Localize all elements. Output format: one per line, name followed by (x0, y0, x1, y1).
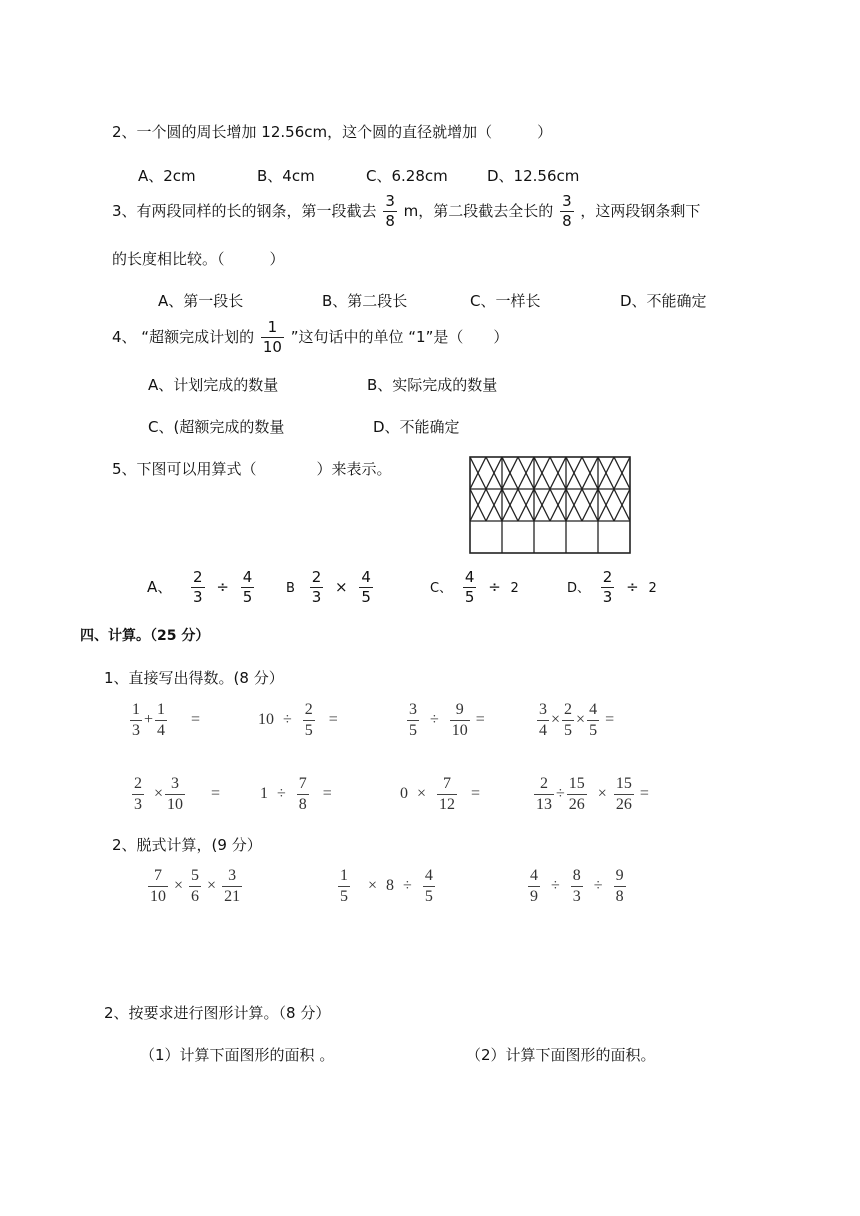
equals: = (471, 785, 481, 803)
operator: × (551, 711, 561, 729)
q2-option-b: B、4cm (257, 167, 315, 185)
numerator: 1 (132, 701, 140, 718)
fraction (562, 702, 574, 739)
fraction (297, 776, 309, 813)
operator: × (597, 785, 607, 803)
fraction (528, 868, 540, 905)
fraction (189, 868, 201, 905)
q4-option-b: B、实际完成的数量 (367, 376, 498, 394)
operator: × (576, 711, 586, 729)
q4-post: ”这句话中的单位 “1”是（ ） (290, 328, 509, 346)
denominator: 3 (311, 588, 322, 606)
number: 0 (400, 785, 408, 803)
operator: × (207, 877, 217, 895)
fraction (614, 776, 634, 813)
number: 2 (510, 581, 519, 596)
numerator: 2 (311, 568, 322, 586)
operator: ÷ (283, 711, 292, 729)
denominator: 5 (340, 888, 348, 905)
operator: ÷ (556, 785, 565, 803)
numerator: 2 (564, 701, 573, 718)
numerator: 4 (530, 867, 538, 884)
option-label: C、 (430, 581, 453, 596)
calc-r1-e4 (535, 702, 614, 739)
operator: × (154, 785, 164, 803)
denominator: 5 (361, 588, 371, 606)
question-3-line1 (112, 194, 700, 229)
question-3-line2: 的长度相比较。（ ） (112, 250, 285, 268)
q5-option-d (567, 570, 657, 605)
equals: = (322, 785, 332, 803)
calc-r1-e1 (128, 702, 200, 739)
operator: ÷ (216, 578, 229, 596)
equals: = (211, 785, 221, 803)
numerator: 3 (539, 701, 547, 718)
denominator: 5 (409, 722, 417, 739)
calc-r1-e3 (405, 702, 485, 739)
numerator: 3 (171, 775, 180, 792)
option-label: B (286, 581, 295, 596)
q3-option-c: C、一样长 (470, 292, 541, 310)
numerator: 3 (385, 192, 395, 210)
fraction (130, 702, 142, 739)
option-label: A、 (147, 578, 173, 596)
q3-option-b: B、第二段长 (322, 292, 408, 310)
fraction (437, 776, 457, 813)
denominator: 5 (304, 722, 313, 739)
numerator: 2 (193, 568, 203, 586)
operator: × (368, 877, 378, 895)
denominator: 10 (262, 338, 282, 356)
part-3-sub-2: （2）计算下面图形的面积。 (466, 1046, 656, 1064)
denominator: 3 (572, 888, 581, 905)
q4-fraction (261, 320, 284, 355)
q4-pre: 4、 “超额完成计划的 (112, 328, 255, 346)
denominator: 13 (536, 796, 552, 813)
fraction (450, 702, 470, 739)
q3-post: ，这两段钢条剩下 (580, 202, 701, 220)
denominator: 5 (424, 888, 433, 905)
operator: ÷ (551, 877, 560, 895)
fraction (463, 570, 477, 605)
fraction (222, 868, 242, 905)
fraction (423, 868, 435, 905)
q4-option-d: D、不能确定 (373, 418, 460, 436)
numerator: 1 (157, 701, 166, 718)
calc-r2-e4 (532, 776, 649, 813)
operator: ÷ (626, 578, 639, 596)
q2-option-d: D、12.56cm (487, 167, 580, 185)
q5-option-a (147, 570, 256, 605)
equals: = (605, 711, 615, 729)
fraction (155, 702, 167, 739)
denominator: 3 (602, 588, 613, 606)
denominator: 21 (224, 888, 241, 905)
operator: × (417, 785, 427, 803)
q3-fraction-2 (560, 194, 574, 229)
numerator: 15 (568, 775, 585, 792)
numerator: 4 (242, 568, 253, 586)
denominator: 5 (242, 588, 253, 606)
fraction (148, 868, 168, 905)
operator: × (335, 578, 348, 596)
denominator: 26 (568, 796, 585, 813)
stepwise-e1 (146, 868, 244, 905)
denominator: 3 (134, 796, 142, 813)
stepwise-e2 (336, 868, 437, 905)
denominator: 3 (193, 588, 203, 606)
part-2-title: 2、脱式计算，(9 分） (112, 836, 262, 854)
q3-pre: 3、有两段同样的长的钢条，第一段截去 (112, 202, 377, 220)
numerator: 9 (615, 867, 624, 884)
equals: = (639, 785, 649, 803)
denominator: 6 (191, 888, 200, 905)
calc-r1-e2 (258, 702, 338, 739)
numerator: 2 (134, 775, 142, 792)
numerator: 7 (443, 775, 452, 792)
operator: ÷ (430, 711, 439, 729)
denominator: 12 (439, 796, 456, 813)
numerator: 9 (455, 701, 464, 718)
numerator: 2 (540, 775, 548, 792)
numerator: 4 (424, 867, 433, 884)
fraction (567, 776, 587, 813)
numerator: 15 (615, 775, 632, 792)
denominator: 4 (539, 722, 547, 739)
fraction-grid-figure (468, 455, 634, 555)
q5-option-c (430, 570, 519, 605)
denominator: 8 (562, 212, 572, 230)
numerator: 3 (409, 701, 417, 718)
fraction (587, 702, 599, 739)
numerator: 7 (298, 775, 307, 792)
numerator: 3 (562, 192, 572, 210)
numerator: 3 (228, 867, 237, 884)
q5-option-b (286, 570, 375, 605)
fraction (310, 570, 324, 605)
section-4-title: 四、计算。（25 分） (80, 628, 210, 644)
denominator: 9 (530, 888, 538, 905)
numerator: 1 (267, 318, 278, 336)
calc-r2-e2 (260, 776, 332, 813)
numerator: 8 (572, 867, 581, 884)
fraction (191, 570, 205, 605)
q3-mid: m，第二段截去全长的 (403, 202, 554, 220)
fraction (571, 868, 583, 905)
q4-option-a: A、计划完成的数量 (148, 376, 279, 394)
q2-option-c: C、6.28cm (366, 167, 448, 185)
denominator: 10 (150, 888, 166, 905)
option-label: D、 (567, 581, 591, 596)
q2-option-a: A、2cm (138, 167, 196, 185)
operator: ÷ (593, 877, 603, 895)
numerator: 2 (602, 568, 613, 586)
denominator: 4 (157, 722, 166, 739)
numerator: 5 (191, 867, 200, 884)
part-3-title: 2、按要求进行图形计算。（8 分） (104, 1004, 331, 1022)
denominator: 8 (298, 796, 307, 813)
part-3-sub-1: （1）计算下面图形的面积 。 (140, 1046, 335, 1064)
numerator: 1 (340, 867, 348, 884)
q3-option-a: A、第一段长 (158, 292, 244, 310)
denominator: 10 (167, 796, 184, 813)
numerator: 7 (154, 867, 162, 884)
question-2-text: 2、一个圆的周长增加 12.56cm，这个圆的直径就增加（ ） (112, 123, 553, 141)
operator: × (174, 877, 184, 895)
denominator: 5 (464, 588, 475, 606)
operator: + (144, 711, 154, 729)
operator: ÷ (277, 785, 286, 803)
fraction (241, 570, 255, 605)
denominator: 10 (451, 722, 468, 739)
fraction (303, 702, 315, 739)
operator: ÷ (403, 877, 412, 895)
denominator: 5 (589, 722, 598, 739)
calc-r2-e3 (400, 776, 480, 813)
stepwise-e3 (526, 868, 628, 905)
numerator: 4 (464, 568, 475, 586)
denominator: 5 (564, 722, 573, 739)
number: 1 (260, 785, 268, 803)
fraction (601, 570, 615, 605)
fraction (338, 868, 350, 905)
equals: = (328, 711, 338, 729)
fraction (165, 776, 185, 813)
part-1-title: 1、直接写出得数。(8 分） (104, 669, 284, 687)
fraction (359, 570, 373, 605)
question-5-text: 5、下图可以用算式（ ）来表示。 (112, 460, 392, 478)
denominator: 8 (615, 888, 624, 905)
fraction (537, 702, 549, 739)
fraction (614, 868, 626, 905)
numerator: 4 (589, 701, 598, 718)
equals: = (191, 711, 201, 729)
equals: = (475, 711, 485, 729)
q3-fraction-1 (383, 194, 397, 229)
q3-option-d: D、不能确定 (620, 292, 707, 310)
numerator: 4 (361, 568, 371, 586)
fraction (132, 776, 144, 813)
calc-r2-e1 (130, 776, 220, 813)
q4-option-c: C、(超额完成的数量 (148, 418, 285, 436)
operator: ÷ (488, 578, 501, 596)
denominator: 8 (385, 212, 395, 230)
fraction (534, 776, 554, 813)
numerator: 2 (304, 701, 313, 718)
number: 8 (386, 877, 395, 895)
denominator: 26 (615, 796, 632, 813)
number: 2 (648, 581, 657, 596)
question-4-text (112, 320, 508, 355)
number: 10 (258, 711, 274, 729)
fraction (407, 702, 419, 739)
denominator: 3 (132, 722, 140, 739)
